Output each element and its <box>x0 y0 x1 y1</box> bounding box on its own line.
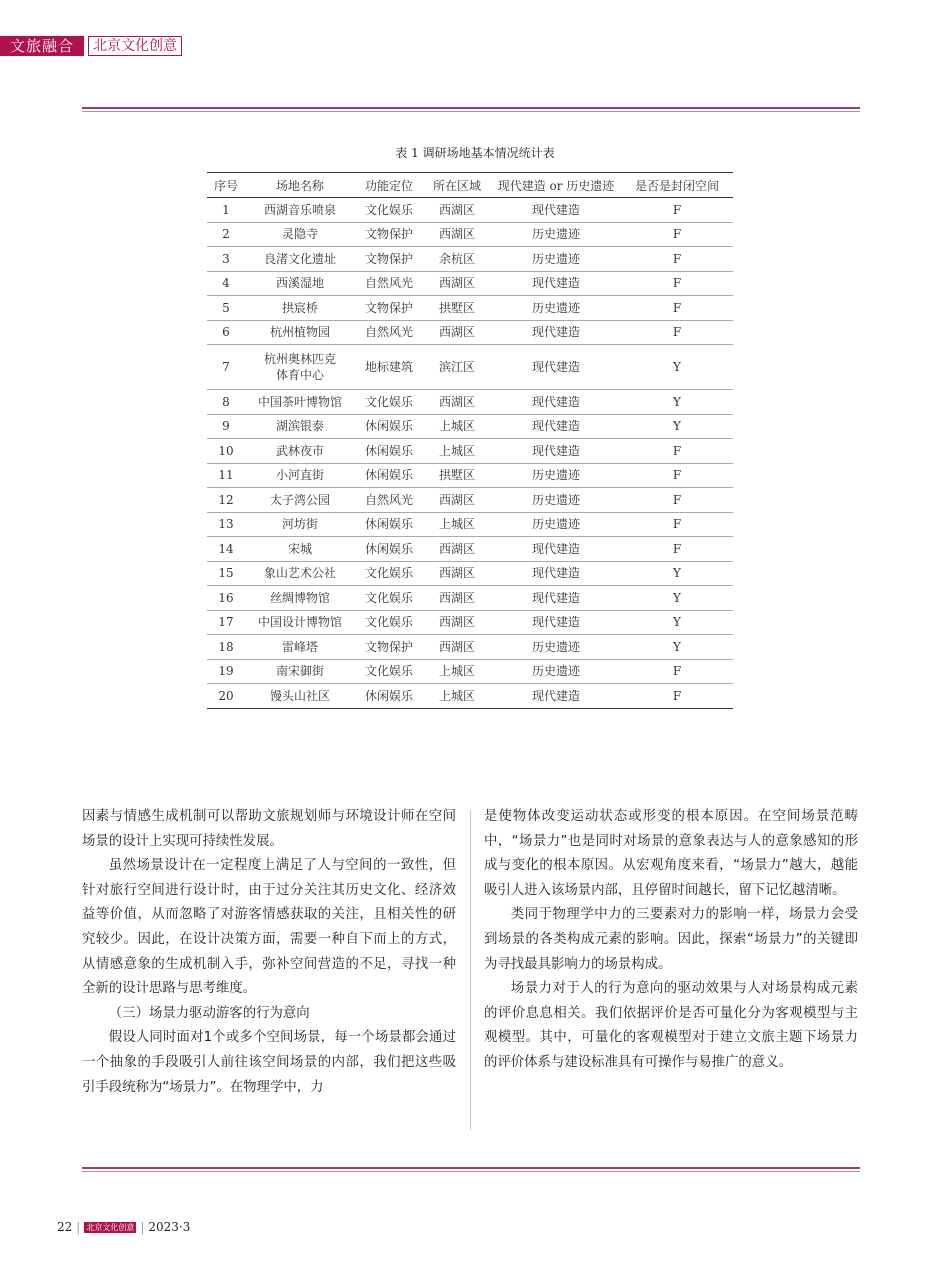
table-cell: 现代建造 <box>491 271 621 296</box>
table-cell: 休闲娱乐 <box>355 684 423 709</box>
table-row <box>207 463 733 488</box>
table-cell: 休闲娱乐 <box>355 512 423 537</box>
table-cell: Y <box>621 561 733 586</box>
table-cell: 10 <box>207 439 245 464</box>
table-row <box>207 537 733 562</box>
table-cell: 17 <box>207 610 245 635</box>
table-cell: 13 <box>207 512 245 537</box>
table-cell: 历史遗迹 <box>491 222 621 247</box>
table-cell: 文化娱乐 <box>355 659 423 684</box>
table-cell: 西湖区 <box>423 320 491 345</box>
table-row <box>207 345 733 390</box>
table-cell: F <box>621 320 733 345</box>
table-cell: 文物保护 <box>355 296 423 321</box>
paragraph: 因素与情感生成机制可以帮助文旅规划师与环境设计师在空间场景的设计上实现可持续性发展。 <box>82 809 456 849</box>
table-row <box>207 586 733 611</box>
table-cell: 现代建造 <box>491 610 621 635</box>
table-cell: 西湖区 <box>423 198 491 223</box>
table-cell: 14 <box>207 537 245 562</box>
table-cell: 中国茶叶博物馆 <box>245 390 355 415</box>
column-divider <box>470 810 471 1130</box>
table-cell: F <box>621 488 733 513</box>
table-body <box>207 198 733 709</box>
table-cell: Y <box>621 586 733 611</box>
table-cell: F <box>621 512 733 537</box>
table-cell: 上城区 <box>423 659 491 684</box>
table-row <box>207 247 733 272</box>
table-cell: 16 <box>207 586 245 611</box>
table-cell: F <box>621 296 733 321</box>
table-cell: 馒头山社区 <box>245 684 355 709</box>
table-cell: 西溪湿地 <box>245 271 355 296</box>
table-cell: 西湖区 <box>423 222 491 247</box>
table-row <box>207 610 733 635</box>
table-cell: 现代建造 <box>491 561 621 586</box>
table-cell: 历史遗迹 <box>491 659 621 684</box>
table-cell: F <box>621 684 733 709</box>
table-row <box>207 635 733 660</box>
paragraph: 虽然场景设计在一定程度上满足了人与空间的一致性，但针对旅行空间进行设计时，由于过分关注其历史文化、经济效益等价值，从而忽略了对游客情感获取的关注，且相关性的研究较少。因此，在设计决策方面，需要一种自下而上的方式，从情感意象的生成机制入手，弥补空间营造的不足，寻找一种全新的设计思路与思考维度。 <box>82 858 456 997</box>
table-cell: 滨江区 <box>423 345 491 390</box>
paragraph: 假设人同时面对1个或多个空间场景，每一个场景都会通过一个抽象的手段吸引人前往该空间场景的内部，我们把这些吸引手段统称为“场景力”。在物理学中，力 <box>82 1030 456 1095</box>
table-cell: 文物保护 <box>355 222 423 247</box>
issue-number: 2023·3 <box>148 1220 191 1234</box>
column-header: 序号 <box>207 173 245 198</box>
table-cell: 5 <box>207 296 245 321</box>
table-cell: 历史遗迹 <box>491 488 621 513</box>
table-cell: 文化娱乐 <box>355 610 423 635</box>
table-row <box>207 296 733 321</box>
table-cell: 拱宸桥 <box>245 296 355 321</box>
table-cell: 上城区 <box>423 439 491 464</box>
table-row <box>207 198 733 223</box>
table-cell: 湖滨银泰 <box>245 414 355 439</box>
footer-separator: | <box>76 1220 81 1234</box>
table-cell: 20 <box>207 684 245 709</box>
table-cell: 西湖区 <box>423 586 491 611</box>
table-row <box>207 414 733 439</box>
table-cell: 文化娱乐 <box>355 586 423 611</box>
section-heading: （三）场景力驱动游客的行为意向 <box>108 1005 310 1021</box>
table-cell: 休闲娱乐 <box>355 463 423 488</box>
table-cell: 3 <box>207 247 245 272</box>
table-row <box>207 659 733 684</box>
table-cell: F <box>621 537 733 562</box>
text-column-right <box>484 805 858 1076</box>
table-cell: 西湖区 <box>423 635 491 660</box>
table-cell: 宋城 <box>245 537 355 562</box>
table-cell: 8 <box>207 390 245 415</box>
table-cell: 中国设计博物馆 <box>245 610 355 635</box>
table-cell: 上城区 <box>423 512 491 537</box>
table-cell: 现代建造 <box>491 198 621 223</box>
table-cell: 拱墅区 <box>423 296 491 321</box>
table-cell: 灵隐寺 <box>245 222 355 247</box>
table-cell: 休闲娱乐 <box>355 439 423 464</box>
table-row <box>207 390 733 415</box>
paragraph: 类同于物理学中力的三要素对力的影响一样，场景力会受到场景的各类构成元素的影响。因此，探索“场景力”的关键即为寻找最具影响力的场景构成。 <box>484 907 858 972</box>
table-cell: 11 <box>207 463 245 488</box>
table-cell: 6 <box>207 320 245 345</box>
table-cell: 武林夜市 <box>245 439 355 464</box>
table-cell: 现代建造 <box>491 684 621 709</box>
table-cell: 7 <box>207 345 245 390</box>
page-footer <box>57 1219 190 1235</box>
table-row <box>207 439 733 464</box>
table-cell: Y <box>621 610 733 635</box>
table-cell: 1 <box>207 198 245 223</box>
text-column-left <box>82 805 456 1100</box>
table-cell: 历史遗迹 <box>491 247 621 272</box>
table-cell: 河坊街 <box>245 512 355 537</box>
table-cell: 西湖音乐喷泉 <box>245 198 355 223</box>
table-cell: 现代建造 <box>491 414 621 439</box>
table-row <box>207 684 733 709</box>
table-row <box>207 271 733 296</box>
table-cell: 历史遗迹 <box>491 296 621 321</box>
page-number: 22 <box>57 1220 73 1234</box>
table-cell: 现代建造 <box>491 345 621 390</box>
table-cell: 良渚文化遗址 <box>245 247 355 272</box>
table-cell: 19 <box>207 659 245 684</box>
table-cell: 自然风光 <box>355 320 423 345</box>
table-cell: 上城区 <box>423 414 491 439</box>
table-row <box>207 488 733 513</box>
table-cell: 2 <box>207 222 245 247</box>
column-header: 功能定位 <box>355 173 423 198</box>
brand-label: 北京文化创意 <box>88 36 182 56</box>
table-cell: 文化娱乐 <box>355 561 423 586</box>
table-cell: 历史遗迹 <box>491 463 621 488</box>
table-cell: 丝绸博物馆 <box>245 586 355 611</box>
table-cell: 象山艺术公社 <box>245 561 355 586</box>
table-cell: 15 <box>207 561 245 586</box>
column-header: 是否是封闭空间 <box>621 173 733 198</box>
column-header: 现代建造 or 历史遗迹 <box>491 173 621 198</box>
table-cell: 杭州植物园 <box>245 320 355 345</box>
table-cell: F <box>621 463 733 488</box>
table-cell: 历史遗迹 <box>491 512 621 537</box>
column-header: 所在区域 <box>423 173 491 198</box>
table-cell: 历史遗迹 <box>491 635 621 660</box>
table-cell: 12 <box>207 488 245 513</box>
table-cell: 文物保护 <box>355 247 423 272</box>
table-cell: F <box>621 659 733 684</box>
table-cell: F <box>621 439 733 464</box>
table-cell: 小河直街 <box>245 463 355 488</box>
table-cell: 南宋御街 <box>245 659 355 684</box>
site-statistics-table <box>207 172 733 709</box>
table-cell: 文物保护 <box>355 635 423 660</box>
table-cell: 休闲娱乐 <box>355 414 423 439</box>
table-cell: F <box>621 271 733 296</box>
table-cell: Y <box>621 345 733 390</box>
table-cell: F <box>621 222 733 247</box>
column-header: 场地名称 <box>245 173 355 198</box>
table-cell: 拱墅区 <box>423 463 491 488</box>
table-cell: F <box>621 198 733 223</box>
section-label: 文旅融合 <box>0 36 84 56</box>
top-divider <box>82 107 860 113</box>
paragraph: 场景力对于人的行为意向的驱动效果与人对场景构成元素的评价息息相关。我们依据评价是否可量化分为客观模型与主观模型。其中，可量化的客观模型对于建立文旅主题下场景力的评价体系与建设标准具有可操作与易推广的意义。 <box>484 981 858 1070</box>
table-row <box>207 320 733 345</box>
table-cell: 西湖区 <box>423 488 491 513</box>
table-cell: 雷峰塔 <box>245 635 355 660</box>
table-row <box>207 561 733 586</box>
bottom-divider <box>82 1167 860 1173</box>
table-cell: 西湖区 <box>423 271 491 296</box>
table-cell: 上城区 <box>423 684 491 709</box>
table-cell: 休闲娱乐 <box>355 537 423 562</box>
table-cell: 现代建造 <box>491 390 621 415</box>
table-cell: 杭州奥林匹克 体育中心 <box>245 345 355 390</box>
table-cell: 自然风光 <box>355 488 423 513</box>
table-header-row <box>207 173 733 198</box>
table-cell: 西湖区 <box>423 610 491 635</box>
table-cell: Y <box>621 635 733 660</box>
table-row <box>207 512 733 537</box>
footer-separator: | <box>140 1220 145 1234</box>
table-cell: 现代建造 <box>491 537 621 562</box>
table-cell: 太子湾公园 <box>245 488 355 513</box>
table-caption: 表 1 调研场地基本情况统计表 <box>395 146 555 160</box>
table-row <box>207 222 733 247</box>
table-cell: 9 <box>207 414 245 439</box>
table-cell: 地标建筑 <box>355 345 423 390</box>
page-header <box>0 36 182 56</box>
table-cell: 现代建造 <box>491 586 621 611</box>
table-cell: Y <box>621 414 733 439</box>
table-cell: F <box>621 247 733 272</box>
table-cell: 4 <box>207 271 245 296</box>
table-cell: Y <box>621 390 733 415</box>
table-cell: 文化娱乐 <box>355 390 423 415</box>
table-cell: 现代建造 <box>491 320 621 345</box>
table-cell: 18 <box>207 635 245 660</box>
table-cell: 西湖区 <box>423 537 491 562</box>
table-cell: 自然风光 <box>355 271 423 296</box>
table-cell: 西湖区 <box>423 561 491 586</box>
paragraph: 是使物体改变运动状态或形变的根本原因。在空间场景范畴中，“场景力”也是同时对场景的意象表达与人的意象感知的形成与变化的根本原因。从宏观角度来看，“场景力”越大，越能吸引人进入该场景内部，且停留时间越长，留下记忆越清晰。 <box>484 809 858 898</box>
table-cell: 余杭区 <box>423 247 491 272</box>
table-cell: 西湖区 <box>423 390 491 415</box>
journal-logo: 北京文化创意 <box>86 1222 135 1232</box>
table-cell: 现代建造 <box>491 439 621 464</box>
table-cell: 文化娱乐 <box>355 198 423 223</box>
